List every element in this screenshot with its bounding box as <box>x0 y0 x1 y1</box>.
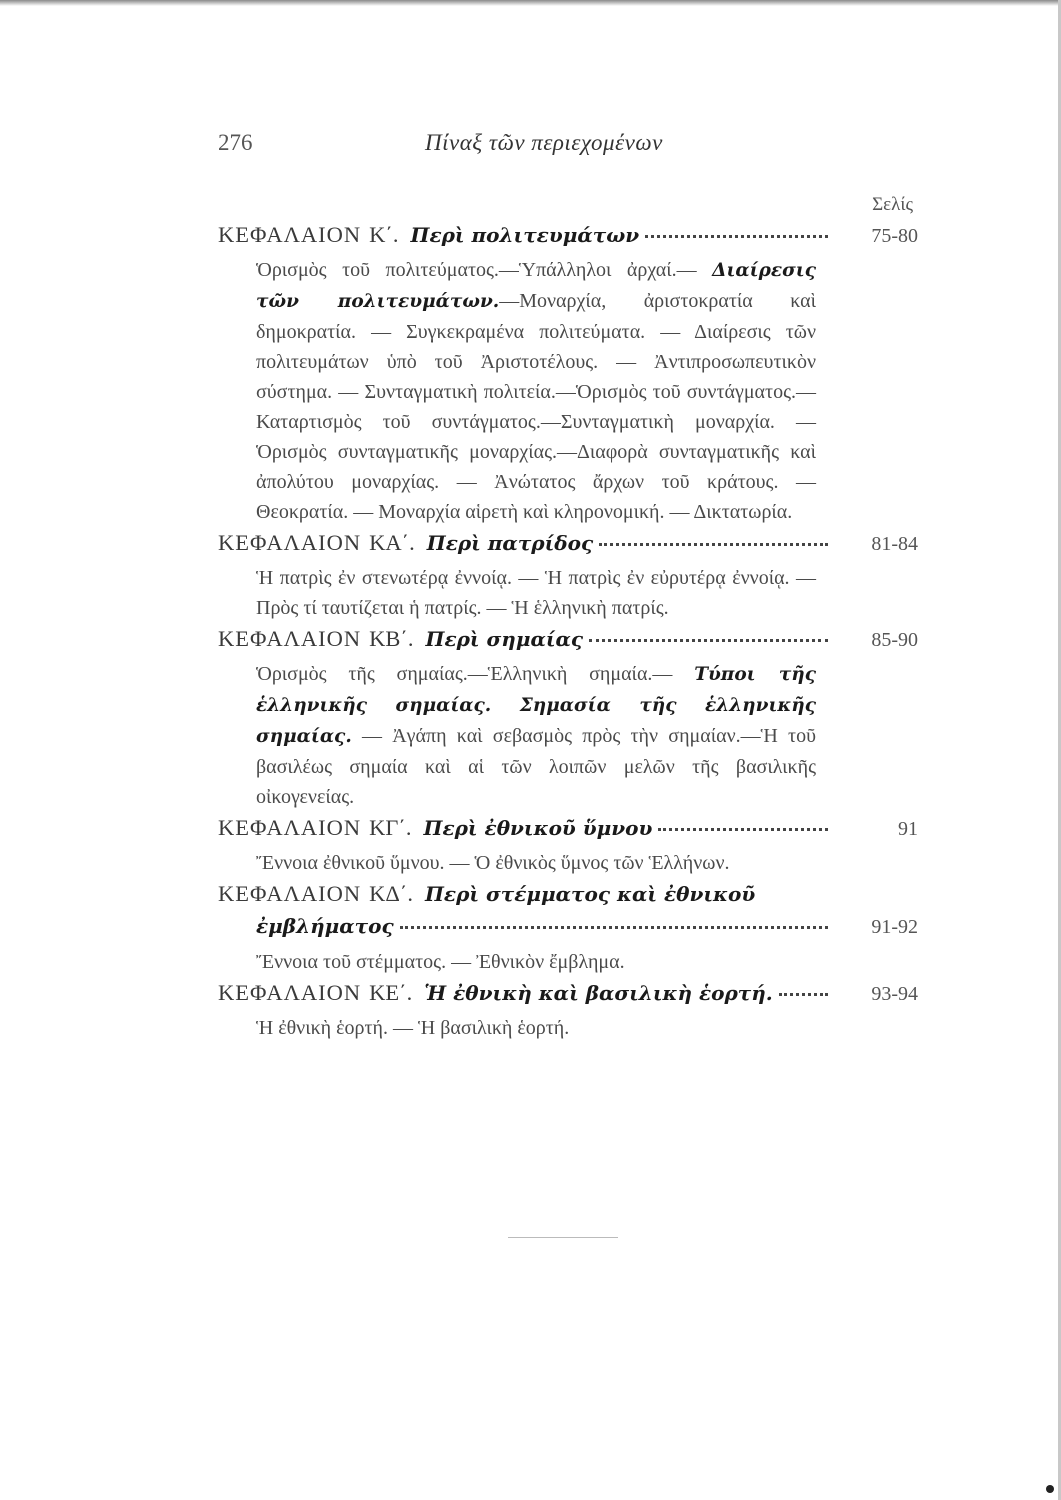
topic-text: Ὁρισμὸς τοῦ πολιτεύματος.—Ὑπάλληλοι ἀρχαί.— <box>256 259 713 281</box>
chapter-word: ΚΕΦΑΛΑΙΟΝ <box>218 222 362 247</box>
running-title: Πίναξ τῶν περιεχομένων <box>425 130 663 155</box>
chapter-word: ΚΕΦΑΛΑΙΟΝ <box>218 530 362 555</box>
chapter-number: ΚΔ΄. <box>369 881 414 906</box>
toc-entry <box>218 980 918 1043</box>
chapter-heading <box>218 815 918 848</box>
dot-leaders <box>658 828 828 831</box>
topic-text: Ἡ ἐθνικὴ ἑορτή. — Ἡ βασιλικὴ ἑορτή. <box>256 1017 570 1039</box>
dot-leaders <box>645 235 828 238</box>
dot-leaders <box>779 993 828 996</box>
chapter-number: ΚΒ΄. <box>369 626 414 651</box>
chapter-word: ΚΕΦΑΛΑΙΟΝ <box>218 980 362 1005</box>
chapter-heading-continuation <box>218 914 918 947</box>
page-range: 93-94 <box>871 983 918 1005</box>
chapter-contents <box>256 947 816 977</box>
chapter-title: Ἡ ἐθνικὴ καὶ βασιλικὴ ἑορτή. <box>424 981 773 1005</box>
chapter-number: ΚΕ΄. <box>369 980 413 1005</box>
closing-rule <box>508 1237 618 1238</box>
chapter-title: Περὶ σημαίας <box>425 627 584 651</box>
chapter-contents <box>256 255 816 527</box>
page-range: 85-90 <box>871 629 918 651</box>
chapter-title: Περὶ ἐθνικοῦ ὕμνου <box>423 816 653 840</box>
topic-text: — Ἀγάπη καὶ σεβασμὸς πρὸς τὴν σημαίαν.—Ἡ τοῦ βασιλέως σημαία καὶ αἱ τῶν λοιπῶν μελῶν τῆς βασιλικῆς οἰκογενείας. <box>256 725 816 808</box>
table-of-contents <box>218 222 918 1046</box>
chapter-contents <box>256 1013 816 1043</box>
topic-text: Ὁρισμὸς τῆς σημαίας.—Ἑλληνικὴ σημαία.— <box>256 663 695 685</box>
chapter-title: Περὶ στέμματος καὶ ἐθνικοῦ <box>425 882 756 906</box>
topic-text: Ἔννοια τοῦ στέμματος. — Ἐθνικὸν ἔμβλημα. <box>256 951 625 973</box>
chapter-number: ΚΓ΄. <box>369 815 412 840</box>
chapter-word: ΚΕΦΑΛΑΙΟΝ <box>218 626 362 651</box>
emphasized-topic: Τύποι τῆς ἑλληνικῆς σημαίας. Σημασία τῆς ἑλληνικῆς σημαίας. <box>256 664 816 747</box>
pages-column-label: Σελίς <box>872 194 913 215</box>
page-range: 91 <box>898 818 918 840</box>
chapter-heading <box>218 980 918 1013</box>
chapter-heading <box>218 626 918 659</box>
chapter-heading <box>218 530 918 563</box>
toc-entry <box>218 626 918 812</box>
chapter-title: Περὶ πολιτευμάτων <box>410 223 640 247</box>
topic-text: —Μοναρχία, ἀριστοκρατία καὶ δημοκρατία. — Συγκεκραμένα πολιτεύματα. — Διαίρεσις τῶν πολιτευμάτων ὑπὸ τοῦ Ἀριστοτέλους. — Ἀντιπροσωπευτικὸν σύστημα. — Συνταγματικὴ πολιτεία.—Ὁρισμὸς τοῦ συντάγματος.—Καταρτισμὸς τοῦ συντάγματος.—Συνταγματικὴ μοναρχία. — Ὁρισμὸς συνταγματικῆς μοναρχίας.—Διαφορὰ συνταγματικῆς καὶ ἀπολύτου μοναρχίας. — Ἀνώτατος ἄρχων τοῦ κράτους. — Θεοκρατία. — Μοναρχία αἱρετὴ καὶ κληρονομική. — Δικτατωρία. <box>256 290 816 523</box>
topic-text: Ἡ πατρὶς ἐν στενωτέρᾳ ἐννοίᾳ. — Ἡ πατρὶς ἐν εὐρυτέρᾳ ἐννοίᾳ. — Πρὸς τί ταυτίζεται ἡ πατρίς. — Ἡ ἑλληνικὴ πατρίς. <box>256 567 816 619</box>
chapter-contents <box>256 848 816 878</box>
page-range: 91-92 <box>871 916 918 938</box>
page-top-edge <box>0 0 1061 6</box>
dot-leaders <box>599 543 828 546</box>
chapter-heading <box>218 222 918 255</box>
page-number: 276 <box>218 130 253 155</box>
toc-entry <box>218 881 918 977</box>
dot-leaders <box>400 926 828 929</box>
chapter-number: ΚΑ΄. <box>369 530 415 555</box>
chapter-contents <box>256 659 816 812</box>
toc-entry <box>218 222 918 527</box>
chapter-title-continuation: ἐμβλήματος <box>256 914 394 938</box>
chapter-contents <box>256 563 816 623</box>
toc-entry <box>218 815 918 878</box>
emphasized-topic: Διαίρεσις τῶν πολιτευμάτων. <box>256 260 816 312</box>
chapter-title: Περὶ πατρίδος <box>426 531 594 555</box>
chapter-number: Κ΄. <box>369 222 399 247</box>
page-range: 75-80 <box>871 225 918 247</box>
chapter-heading <box>218 881 918 914</box>
toc-entry <box>218 530 918 623</box>
dot-leaders <box>589 639 828 642</box>
ink-spot <box>1046 1485 1054 1493</box>
topic-text: Ἔννοια ἐθνικοῦ ὕμνου. — Ὁ ἐθνικὸς ὕμνος τῶν Ἑλλήνων. <box>256 852 730 874</box>
chapter-word: ΚΕΦΑΛΑΙΟΝ <box>218 881 362 906</box>
page-range: 81-84 <box>871 533 918 555</box>
chapter-word: ΚΕΦΑΛΑΙΟΝ <box>218 815 362 840</box>
